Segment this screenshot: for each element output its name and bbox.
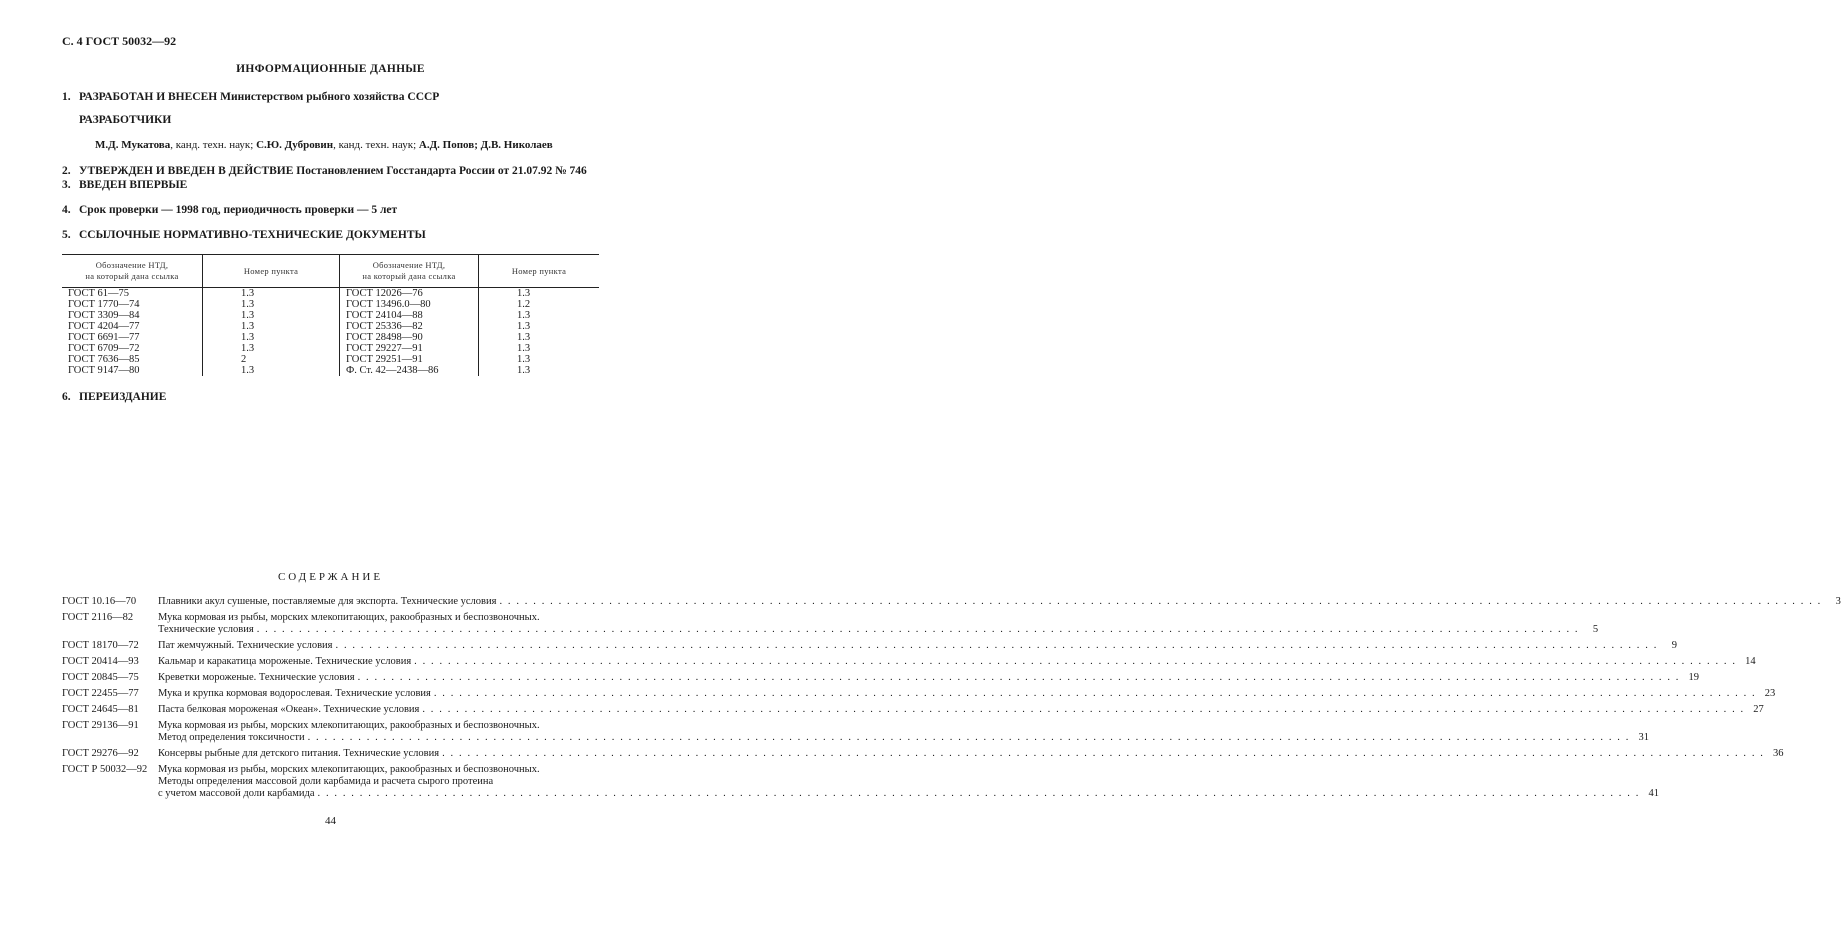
item-3 — [62, 179, 187, 191]
doc-cell: ГОСТ 9147—80 — [68, 365, 140, 376]
contents-line: Мука кормовая из рыбы, морских млекопитающих, ракообразных и беспозвоночных. — [158, 764, 540, 775]
point-cell: 1.3 — [479, 343, 600, 354]
point-cell: 1.3 — [203, 310, 340, 321]
developer-name: М.Д. Мукатова — [95, 139, 171, 151]
page-header: С. 4 ГОСТ 50032—92 — [62, 34, 177, 48]
contents-last-line — [158, 748, 1784, 760]
column-header-point: Номер пункта — [203, 255, 340, 288]
developer-title: , канд. техн. наук; — [170, 139, 257, 151]
contents-last-line — [158, 688, 1775, 700]
contents-entry — [62, 596, 1841, 608]
contents-entry — [62, 748, 1784, 760]
header-line: Обозначение НТД, — [95, 260, 169, 270]
dot-leader — [257, 624, 1579, 636]
contents-text: с учетом массовой доли карбамида — [158, 788, 315, 799]
contents-entry — [62, 640, 1677, 652]
contents-code: ГОСТ 20414—93 — [62, 656, 139, 667]
item-6 — [62, 391, 166, 403]
table-of-contents — [62, 596, 1841, 804]
page-number: 44 — [325, 815, 336, 827]
contents-code: ГОСТ Р 50032—92 — [62, 764, 148, 775]
contents-last-line — [158, 656, 1756, 668]
item-text: УТВЕРЖДЕН И ВВЕДЕН В ДЕЙСТВИЕ Постановлением Госстандарта России от 21.07.92 № 746 — [79, 165, 587, 177]
item-number: 3. — [62, 179, 71, 191]
developers-list — [95, 139, 553, 151]
contents-code: ГОСТ 18170—72 — [62, 640, 139, 651]
doc-cell: ГОСТ 13496.0—80 — [340, 299, 479, 310]
item-number: 1. — [62, 91, 71, 103]
point-cell: 1.3 — [203, 288, 340, 300]
contents-body — [158, 596, 1841, 608]
contents-code: ГОСТ 20845—75 — [62, 672, 139, 683]
point-cell: 1.2 — [479, 299, 600, 310]
doc-cell: ГОСТ 7636—85 — [68, 354, 140, 365]
dot-leader — [318, 788, 1640, 800]
contents-line: Мука кормовая из рыбы, морских млекопитающих, ракообразных и беспозвоночных. — [158, 720, 540, 731]
contents-entry — [62, 688, 1776, 700]
item-4 — [62, 204, 397, 216]
contents-code: ГОСТ 10.16—70 — [62, 596, 137, 607]
item-number: 2. — [62, 165, 71, 177]
doc-cell: ГОСТ 25336—82 — [340, 321, 479, 332]
doc-cell: ГОСТ 3309—84 — [68, 310, 140, 321]
doc-cell: ГОСТ 6709—72 — [68, 343, 140, 354]
contents-body — [158, 612, 1598, 636]
contents-text: Мука и крупка кормовая водорослевая. Технические условия — [158, 688, 431, 699]
contents-body — [158, 656, 1756, 668]
contents-last-line — [158, 640, 1677, 652]
contents-last-line — [158, 624, 1598, 636]
contents-page: 36 — [1773, 748, 1784, 759]
contents-text: Пат жемчужный. Технические условия — [158, 640, 333, 651]
item-text: ВВЕДЕН ВПЕРВЫЕ — [79, 179, 188, 191]
doc-cell: ГОСТ 24104—88 — [340, 310, 479, 321]
point-cell: 1.3 — [203, 343, 340, 354]
developers-label: РАЗРАБОТЧИКИ — [79, 114, 172, 126]
dot-leader — [336, 640, 1658, 652]
dot-leader — [442, 748, 1764, 760]
point-cell: 1.3 — [479, 332, 600, 343]
table-row — [62, 365, 599, 376]
contents-last-line — [158, 596, 1841, 608]
contents-body — [158, 764, 1659, 800]
contents-code: ГОСТ 29276—92 — [62, 748, 139, 759]
contents-page: 41 — [1648, 788, 1659, 799]
contents-page: 23 — [1764, 688, 1776, 699]
point-cell: 1.3 — [203, 321, 340, 332]
doc-cell: ГОСТ 29227—91 — [340, 343, 479, 354]
references-table-body — [62, 288, 599, 377]
item-number: 5. — [62, 229, 71, 241]
section-title: ИНФОРМАЦИОННЫЕ ДАННЫЕ — [236, 63, 425, 75]
references-table — [62, 254, 599, 376]
contents-page: 9 — [1671, 640, 1677, 651]
point-cell: 1.3 — [203, 299, 340, 310]
contents-text: Плавники акул сушеные, поставляемые для экспорта. Технические условия — [158, 596, 497, 607]
item-text: Срок проверки — 1998 год, периодичность проверки — 5 лет — [79, 204, 398, 216]
contents-body — [158, 704, 1764, 716]
dot-leader — [499, 596, 1821, 608]
contents-body — [158, 672, 1699, 684]
contents-page: 27 — [1753, 704, 1764, 715]
point-cell: 1.3 — [479, 365, 600, 376]
contents-line: Методы определения массовой доли карбамида и расчета сырого протеина — [158, 776, 494, 787]
header-line: на который дана ссылка — [85, 271, 179, 281]
contents-last-line — [158, 704, 1764, 716]
contents-text: Кальмар и каракатица мороженые. Технические условия — [158, 656, 412, 667]
dot-leader — [434, 688, 1756, 700]
developer-name: С.Ю. Дубровин — [256, 139, 334, 151]
contents-page: 19 — [1688, 672, 1700, 683]
item-5 — [62, 229, 426, 241]
contents-text: Паста белковая мороженая «Океан». Технические условия — [158, 704, 420, 715]
doc-cell: ГОСТ 12026—76 — [340, 288, 479, 300]
table-row — [62, 343, 599, 354]
point-cell: 2 — [203, 354, 340, 365]
contents-page: 5 — [1592, 624, 1599, 635]
contents-body — [158, 720, 1649, 744]
item-number: 4. — [62, 204, 71, 216]
doc-cell: ГОСТ 4204—77 — [68, 321, 140, 332]
point-cell: 1.3 — [203, 365, 340, 376]
header-line: на который дана ссылка — [362, 271, 456, 281]
contents-page: 31 — [1638, 732, 1649, 743]
table-row — [62, 332, 599, 343]
contents-entry — [62, 720, 1649, 744]
doc-cell: Ф. Ст. 42—2438—86 — [340, 365, 479, 376]
contents-last-line — [158, 672, 1699, 684]
table-row — [62, 310, 599, 321]
contents-code: ГОСТ 2116—82 — [62, 612, 134, 623]
contents-entry — [62, 656, 1756, 668]
doc-cell: ГОСТ 1770—74 — [68, 299, 140, 310]
contents-text: Креветки мороженые. Технические условия — [158, 672, 355, 683]
doc-cell: ГОСТ 29251—91 — [340, 354, 479, 365]
dot-leader — [308, 732, 1630, 744]
doc-cell: ГОСТ 61—75 — [68, 288, 130, 299]
item-text: ПЕРЕИЗДАНИЕ — [79, 391, 167, 403]
contents-last-line — [158, 788, 1659, 800]
point-cell: 1.3 — [479, 288, 600, 300]
table-row — [62, 354, 599, 365]
header-line: Обозначение НТД, — [372, 260, 446, 270]
contents-line: Мука кормовая из рыбы, морских млекопитающих, ракообразных и беспозвоночных. — [158, 612, 540, 623]
point-cell: 1.3 — [203, 332, 340, 343]
dot-leader — [414, 656, 1736, 668]
contents-body — [158, 688, 1775, 700]
contents-page: 3 — [1835, 596, 1841, 607]
contents-code: ГОСТ 22455—77 — [62, 688, 139, 699]
contents-entry — [62, 672, 1700, 684]
contents-page: 14 — [1745, 656, 1756, 667]
item-text: РАЗРАБОТАН И ВНЕСЕН Министерством рыбного хозяйства СССР — [79, 91, 440, 103]
table-row — [62, 299, 599, 310]
item-text: ССЫЛОЧНЫЕ НОРМАТИВНО-ТЕХНИЧЕСКИЕ ДОКУМЕНТЫ — [79, 229, 426, 241]
contents-text: Технические условия — [158, 624, 254, 635]
contents-last-line — [158, 732, 1649, 744]
dot-leader — [358, 672, 1680, 684]
contents-body — [158, 640, 1677, 652]
contents-entry — [62, 764, 1659, 800]
contents-text: Метод определения токсичности — [158, 732, 305, 743]
developer-name: А.Д. Попов; Д.В. Николаев — [418, 139, 553, 151]
point-cell: 1.3 — [479, 354, 600, 365]
contents-entry — [62, 704, 1764, 716]
table-row — [62, 321, 599, 332]
doc-cell: ГОСТ 6691—77 — [68, 332, 140, 343]
developer-title: , канд. техн. наук; — [333, 139, 419, 151]
column-header-point: Номер пункта — [479, 255, 600, 288]
column-header-doc — [62, 255, 203, 288]
contents-text: Консервы рыбные для детского питания. Технические условия — [158, 748, 440, 759]
item-1 — [62, 91, 439, 103]
contents-code: ГОСТ 29136—91 — [62, 720, 139, 731]
doc-cell: ГОСТ 28498—90 — [340, 332, 479, 343]
contents-code: ГОСТ 24645—81 — [62, 704, 139, 715]
contents-body — [158, 748, 1784, 760]
dot-leader — [422, 704, 1744, 716]
column-header-doc — [340, 255, 479, 288]
point-cell: 1.3 — [479, 321, 600, 332]
contents-title: СОДЕРЖАНИЕ — [277, 571, 384, 583]
point-cell: 1.3 — [479, 310, 600, 321]
table-row — [62, 288, 599, 300]
item-2 — [62, 165, 587, 177]
contents-entry — [62, 612, 1599, 636]
item-number: 6. — [62, 391, 71, 403]
